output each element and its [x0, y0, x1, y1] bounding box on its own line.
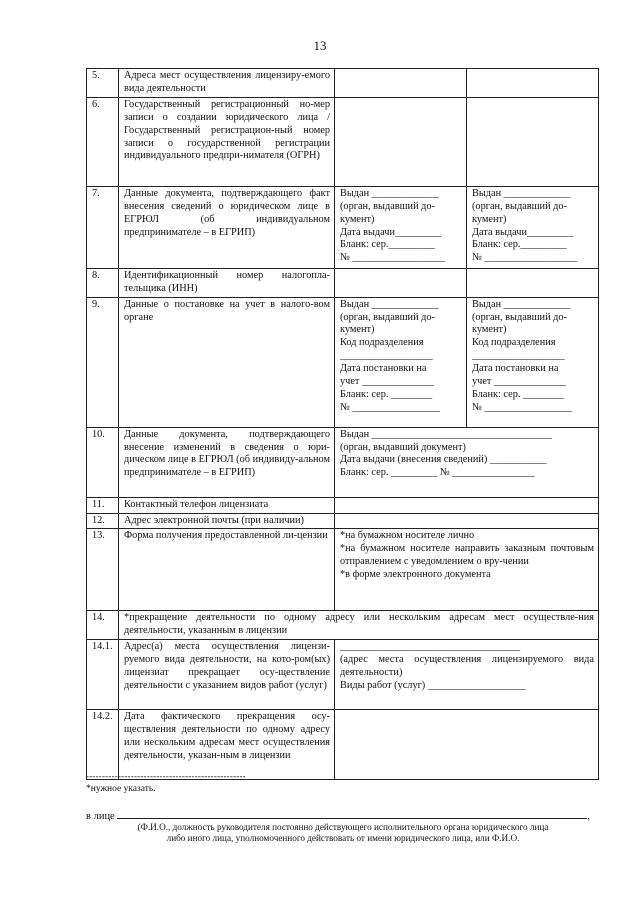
value-cell-1[interactable] — [335, 297, 467, 427]
signature-line — [86, 808, 600, 822]
table-row — [87, 513, 599, 529]
field-line[interactable]: Виды работ (услуг) ___________________ — [340, 679, 526, 691]
field-line[interactable]: *на бумажном носителе направить заказным почтовым отправлением с уведомлением о вру-чении — [340, 543, 594, 568]
value-cell-1[interactable] — [335, 97, 467, 186]
field-line[interactable]: № _________________ — [472, 401, 572, 413]
field-line[interactable]: Выдан _____________ — [340, 298, 439, 310]
row-number: 9. — [87, 297, 119, 427]
field-line[interactable]: (адрес места осуществления лицензируемого вида деятельности) — [340, 654, 594, 679]
footnote-separator: -------------------------------------------------- — [86, 771, 246, 781]
field-line[interactable]: Код подразделения — [472, 337, 556, 349]
row-number: 8. — [87, 268, 119, 297]
row-number: 14.2. — [87, 710, 119, 780]
field-line[interactable]: __________________ — [340, 350, 433, 362]
row-number: 12. — [87, 513, 119, 529]
row-number: 14. — [87, 611, 119, 640]
field-line[interactable]: Бланк: сер. _________ № ________________ — [340, 467, 535, 479]
row-label: *прекращение деятельности по одному адресу или нескольким адресам мест осуществле-ния деятельности, указанным в лицензии — [119, 611, 599, 640]
row-label: Данные о постановке на учет в налого-вом органе — [119, 297, 335, 427]
field-line[interactable]: Бланк: сер. ________ — [340, 388, 433, 400]
field-line[interactable]: Выдан _____________ — [472, 298, 571, 310]
field-line[interactable]: Выдан ___________________________________ — [340, 428, 552, 440]
field-line[interactable]: № _________________ — [340, 401, 440, 413]
row-label: Адрес(а) места осуществления лицензи-руемого вида деятельности, на кото-ром(ых) лицензиат прекращает осу-ществление деятельности с указанием видов работ (услуг) — [119, 640, 335, 710]
value-cell-1[interactable] — [335, 69, 467, 98]
signature-field[interactable] — [117, 808, 587, 819]
table-row — [87, 69, 599, 98]
table-row — [87, 611, 599, 640]
value-cell-2[interactable] — [467, 97, 599, 186]
page-number: 13 — [313, 38, 327, 53]
table-row — [87, 97, 599, 186]
field-line[interactable]: № __________________ — [472, 252, 578, 264]
row-number: 7. — [87, 186, 119, 268]
row-number: 13. — [87, 529, 119, 611]
field-line[interactable]: Выдан _____________ — [472, 187, 571, 199]
row-number: 11. — [87, 497, 119, 513]
field-line[interactable]: № __________________ — [340, 252, 446, 264]
value-cell[interactable] — [335, 497, 599, 513]
row-number: 10. — [87, 427, 119, 497]
field-line[interactable]: кумент) — [472, 324, 507, 336]
field-line[interactable]: ___________________________________ — [340, 641, 521, 653]
value-cell[interactable] — [335, 710, 599, 780]
value-cell[interactable] — [335, 529, 599, 611]
field-line[interactable]: учет ______________ — [472, 376, 567, 388]
field-line[interactable]: __________________ — [472, 350, 565, 362]
signature-prefix: в лице — [86, 811, 115, 822]
field-line[interactable]: Бланк: сер._________ — [340, 239, 435, 251]
value-cell[interactable] — [335, 640, 599, 710]
field-line[interactable]: Код подразделения — [340, 337, 424, 349]
field-line[interactable]: Дата выдачи_________ — [340, 226, 442, 238]
field-line[interactable]: *в форме электронного документа — [340, 569, 491, 581]
row-label: Данные документа, подтверждающего внесение изменений в сведения о юри-дическом лице в ЕГРЮЛ (об индивиду-альном предпринимателе – в ЕГРИП) — [119, 427, 335, 497]
table-row — [87, 268, 599, 297]
row-label: Дата фактического прекращения осу-ществления деятельности по одному адресу или нескольким адресам мест осуществления деятельности, указан-ным в лицензии — [119, 710, 335, 780]
field-line[interactable]: Бланк: сер._________ — [472, 239, 567, 251]
field-line[interactable]: (орган, выдавший до- — [340, 311, 435, 323]
value-cell-1[interactable] — [335, 186, 467, 268]
row-label: Форма получения предоставленной ли-цензии — [119, 529, 335, 611]
row-label: Адреса мест осуществления лицензиру-емого вида деятельности — [119, 69, 335, 98]
value-cell-2[interactable] — [467, 297, 599, 427]
row-label: Государственный регистрационный но-мер записи о создании юридического лица / Государственный регистрацион-ный номер записи о государственной регистрации индивидуального предпри-нимателя (ОГРН) — [119, 97, 335, 186]
field-line[interactable]: (орган, выдавший до- — [340, 200, 435, 212]
row-label: Идентификационный номер налогопла-тельщика (ИНН) — [119, 268, 335, 297]
field-line[interactable]: кумент) — [472, 213, 507, 225]
field-line[interactable]: кумент) — [340, 213, 375, 225]
table-row — [87, 710, 599, 780]
value-cell-2[interactable] — [467, 69, 599, 98]
field-line[interactable]: кумент) — [340, 324, 375, 336]
value-cell[interactable] — [335, 427, 599, 497]
value-cell-2[interactable] — [467, 186, 599, 268]
table-row — [87, 497, 599, 513]
field-line[interactable]: Дата постановки на — [472, 363, 559, 375]
field-line[interactable]: Выдан _____________ — [340, 187, 439, 199]
field-line[interactable]: Дата выдачи (внесения сведений) ___________ — [340, 454, 547, 466]
signature-caption-line-2: либо иного лица, уполномоченного действовать от имени юридического лица, или Ф.И.О. — [166, 833, 520, 843]
row-label: Контактный телефон лицензиата — [119, 497, 335, 513]
field-line[interactable]: Бланк: сер. ________ — [472, 388, 565, 400]
field-line[interactable]: *на бумажном носителе лично — [340, 530, 475, 542]
value-cell[interactable] — [335, 513, 599, 529]
field-line[interactable]: (орган, выдавший до- — [472, 200, 567, 212]
value-cell-2[interactable] — [467, 268, 599, 297]
table-row — [87, 529, 599, 611]
field-line[interactable]: учет ______________ — [340, 376, 435, 388]
table-row — [87, 186, 599, 268]
row-number: 5. — [87, 69, 119, 98]
table-row — [87, 427, 599, 497]
row-number: 6. — [87, 97, 119, 186]
table-row — [87, 640, 599, 710]
table-row — [87, 297, 599, 427]
field-line[interactable]: Дата постановки на — [340, 363, 427, 375]
signature-suffix: , — [587, 811, 590, 822]
field-line[interactable]: (орган, выдавший документ) — [340, 441, 466, 453]
row-number: 14.1. — [87, 640, 119, 710]
field-line[interactable]: Дата выдачи_________ — [472, 226, 574, 238]
row-label: Адрес электронной почты (при наличии) — [119, 513, 335, 529]
field-line[interactable]: (орган, выдавший до- — [472, 311, 567, 323]
signature-caption-line-1: (Ф.И.О., должность руководителя постоянно действующего исполнительного органа юридического лица — [137, 822, 549, 832]
license-form-table — [86, 68, 599, 780]
footnote: *нужное указать. — [86, 784, 156, 794]
row-label: Данные документа, подтверждающего факт внесения сведений о юридическом лице в ЕГРЮЛ (об индивидуальном предпринимателе – в ЕГРИП) — [119, 186, 335, 268]
value-cell-1[interactable] — [335, 268, 467, 297]
